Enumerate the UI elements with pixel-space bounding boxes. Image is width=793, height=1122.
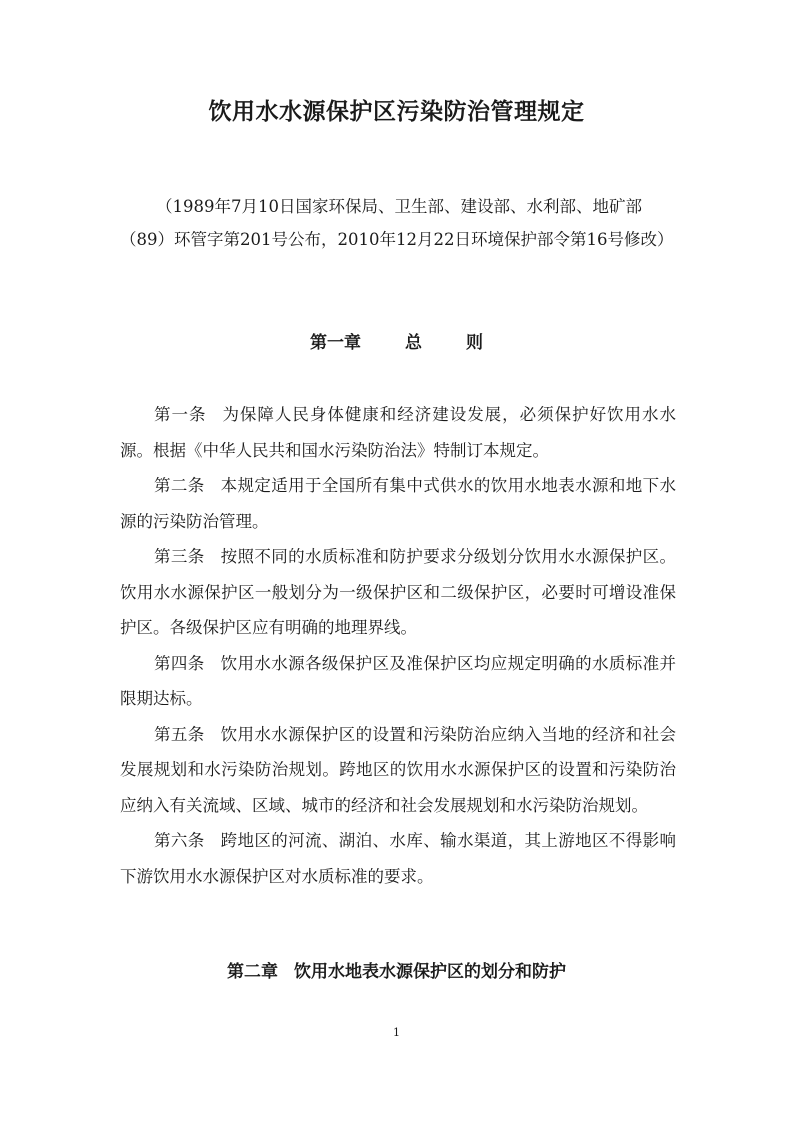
chapter-1-title-part1: 总 [405,333,422,353]
article-6 [120,823,676,894]
chapter-1-articles [120,397,676,894]
chapter-2-number: 第二章 [227,962,278,982]
article-1 [120,397,676,468]
chapter-2-heading [0,957,793,987]
chapter-2-title: 饮用水地表水源保护区的划分和防护 [294,962,566,982]
chapter-1-heading [0,328,793,358]
article-number: 第一条 [154,405,207,424]
article-3 [120,539,676,646]
article-5 [120,717,676,824]
chapter-1-title-part2: 则 [466,333,483,353]
article-number: 第六条 [154,831,205,850]
article-text: 跨地区的河流、湖泊、水库、输水渠道，其上游地区不得影响下游饮用水水源保护区对水质标准的要求。 [120,831,677,886]
article-text: 按照不同的水质标准和防护要求分级划分饮用水水源保护区。饮用水水源保护区一般划分为一级保护区和二级保护区，必要时可增设准保护区。各级保护区应有明确的地理界线。 [120,547,677,637]
article-text: 饮用水水源保护区的设置和污染防治应纳入当地的经济和社会发展规划和水污染防治规划。跨地区的饮用水水源保护区的设置和污染防治应纳入有关流域、区域、城市的经济和社会发展规划和水污染防治规划。 [120,724,677,815]
article-number: 第三条 [154,547,205,566]
article-number: 第二条 [154,476,205,495]
document-title: 饮用水水源保护区污染防治管理规定 [208,99,585,125]
article-text: 本规定适用于全国所有集中式供水的饮用水地表水源和地下水源的污染防治管理。 [120,476,677,531]
article-text: 饮用水水源各级保护区及准保护区均应规定明确的水质标准并限期达标。 [120,653,677,708]
article-number: 第五条 [154,724,205,744]
source-note: （1989年7月10日国家环保局、卫生部、建设部、水利部、地矿部（89）环管字第201号公布，2010年12月22日环境保护部令第16号修改） [120,197,674,249]
article-2 [120,468,676,539]
article-number: 第四条 [154,653,205,673]
page-number: 1 [393,1026,400,1039]
chapter-1-number: 第一章 [310,333,361,353]
article-text: 为保障人民身体健康和经济建设发展，必须保护好饮用水水源。根据《中华人民共和国水污染防治法》特制订本规定。 [120,405,677,460]
article-4 [120,646,676,717]
